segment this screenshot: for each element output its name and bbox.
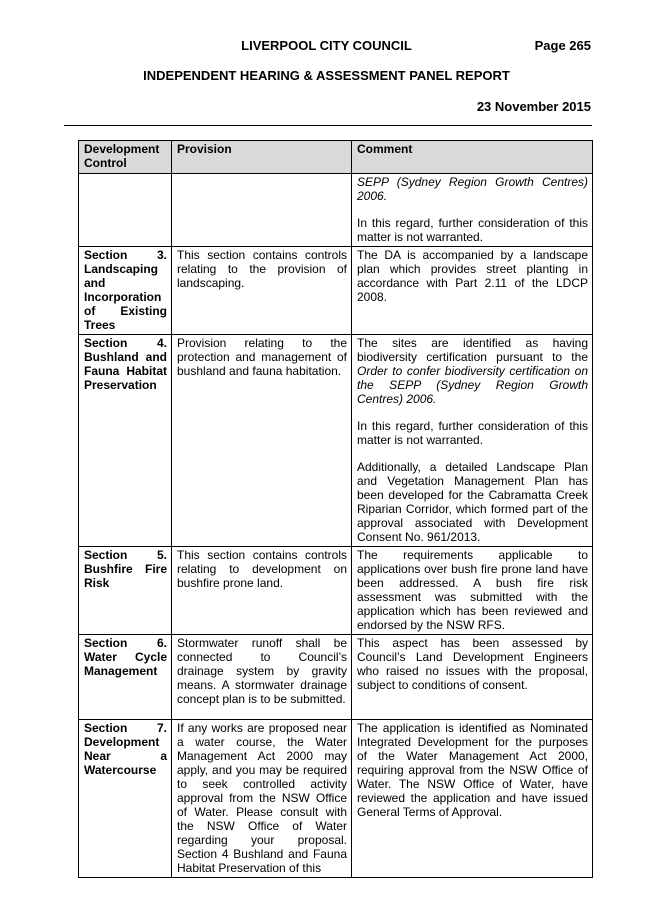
table-row (79, 174, 593, 247)
control-cell: Section 4. Bushland and Fauna Habitat Preservation (79, 335, 172, 547)
column-header-provision: Provision (172, 141, 352, 174)
report-title: INDEPENDENT HEARING & ASSESSMENT PANEL REPORT (143, 68, 510, 83)
provision-cell (172, 174, 352, 247)
comment-cell (352, 335, 593, 547)
provision-cell: This section contains controls relating to development on bushfire prone land. (172, 547, 352, 635)
page-number: Page 265 (534, 38, 591, 53)
comment-paragraph: Additionally, a detailed Landscape Plan and Vegetation Management Plan has been developed for the Cabramatta Creek Riparian Corridor, which formed part of the approval associated with Development Consent No. 961/2013. (357, 460, 588, 544)
comment-cell (352, 174, 593, 247)
control-cell: Section 3. Landscaping and Incorporation of Existing Trees (79, 247, 172, 335)
provision-cell: This section contains controls relating to the provision of landscaping. (172, 247, 352, 335)
table-header-row (79, 141, 593, 174)
comment-paragraph: SEPP (Sydney Region Growth Centres) 2006. (357, 175, 588, 203)
comment-cell (352, 247, 593, 335)
control-cell: Section 6. Water Cycle Management (79, 635, 172, 720)
control-cell (79, 174, 172, 247)
provision-cell: Provision relating to the protection and management of bushland and fauna habitation. (172, 335, 352, 547)
comment-cell (352, 720, 593, 878)
comment-paragraph: The application is identified as Nominated Integrated Development for the purposes of the Water Management Act 2000, requiring approval from the NSW Office of Water. The NSW Office of Water, have reviewed the application and have issued General Terms of Approval. (357, 721, 588, 819)
column-header-control: Development Control (79, 141, 172, 174)
comment-paragraph: In this regard, further consideration of this matter is not warranted. (357, 419, 588, 447)
comment-paragraph: In this regard, further consideration of this matter is not warranted. (357, 216, 588, 244)
table-row (79, 335, 593, 547)
table-row (79, 547, 593, 635)
table-row (79, 720, 593, 878)
control-cell: Section 5. Bushfire Fire Risk (79, 547, 172, 635)
development-control-table (78, 140, 593, 878)
header-council: LIVERPOOL CITY COUNCIL (241, 38, 412, 53)
column-header-comment: Comment (352, 141, 593, 174)
header-divider (64, 125, 592, 126)
provision-cell: Stormwater runoff shall be connected to Council’s drainage system by gravity means. A stormwater drainage concept plan is to be submitted. (172, 635, 352, 720)
comment-cell (352, 635, 593, 720)
comment-paragraph (357, 336, 588, 406)
comment-paragraph: The requirements applicable to applications over bush fire prone land have been addressed. A bush fire risk assessment was submitted with the application which has been reviewed and endorsed by the NSW RFS. (357, 548, 588, 632)
comment-text: The sites are identified as having biodiversity certification pursuant to the (357, 336, 588, 364)
comment-cell (352, 547, 593, 635)
table-row (79, 247, 593, 335)
provision-cell: If any works are proposed near a water course, the Water Management Act 2000 may apply, and you may be required to seek controlled activity approval from the NSW Office of Water. Please consult with the NSW Office of Water regarding your proposal. Section 4 Bushland and Fauna Habitat Preservation of this (172, 720, 352, 878)
report-date: 23 November 2015 (476, 99, 591, 114)
comment-paragraph: The DA is accompanied by a landscape plan which provides street planting in accordance with Part 2.11 of the LDCP 2008. (357, 248, 588, 304)
comment-paragraph: This aspect has been assessed by Council’s Land Development Engineers who raised no issues with the proposal, subject to conditions of consent. (357, 636, 588, 692)
control-cell: Section 7. Development Near a Watercourse (79, 720, 172, 878)
comment-order-title: Order to confer biodiversity certification on the SEPP (Sydney Region Growth Centres) 2006. (357, 364, 588, 406)
table-row (79, 635, 593, 720)
